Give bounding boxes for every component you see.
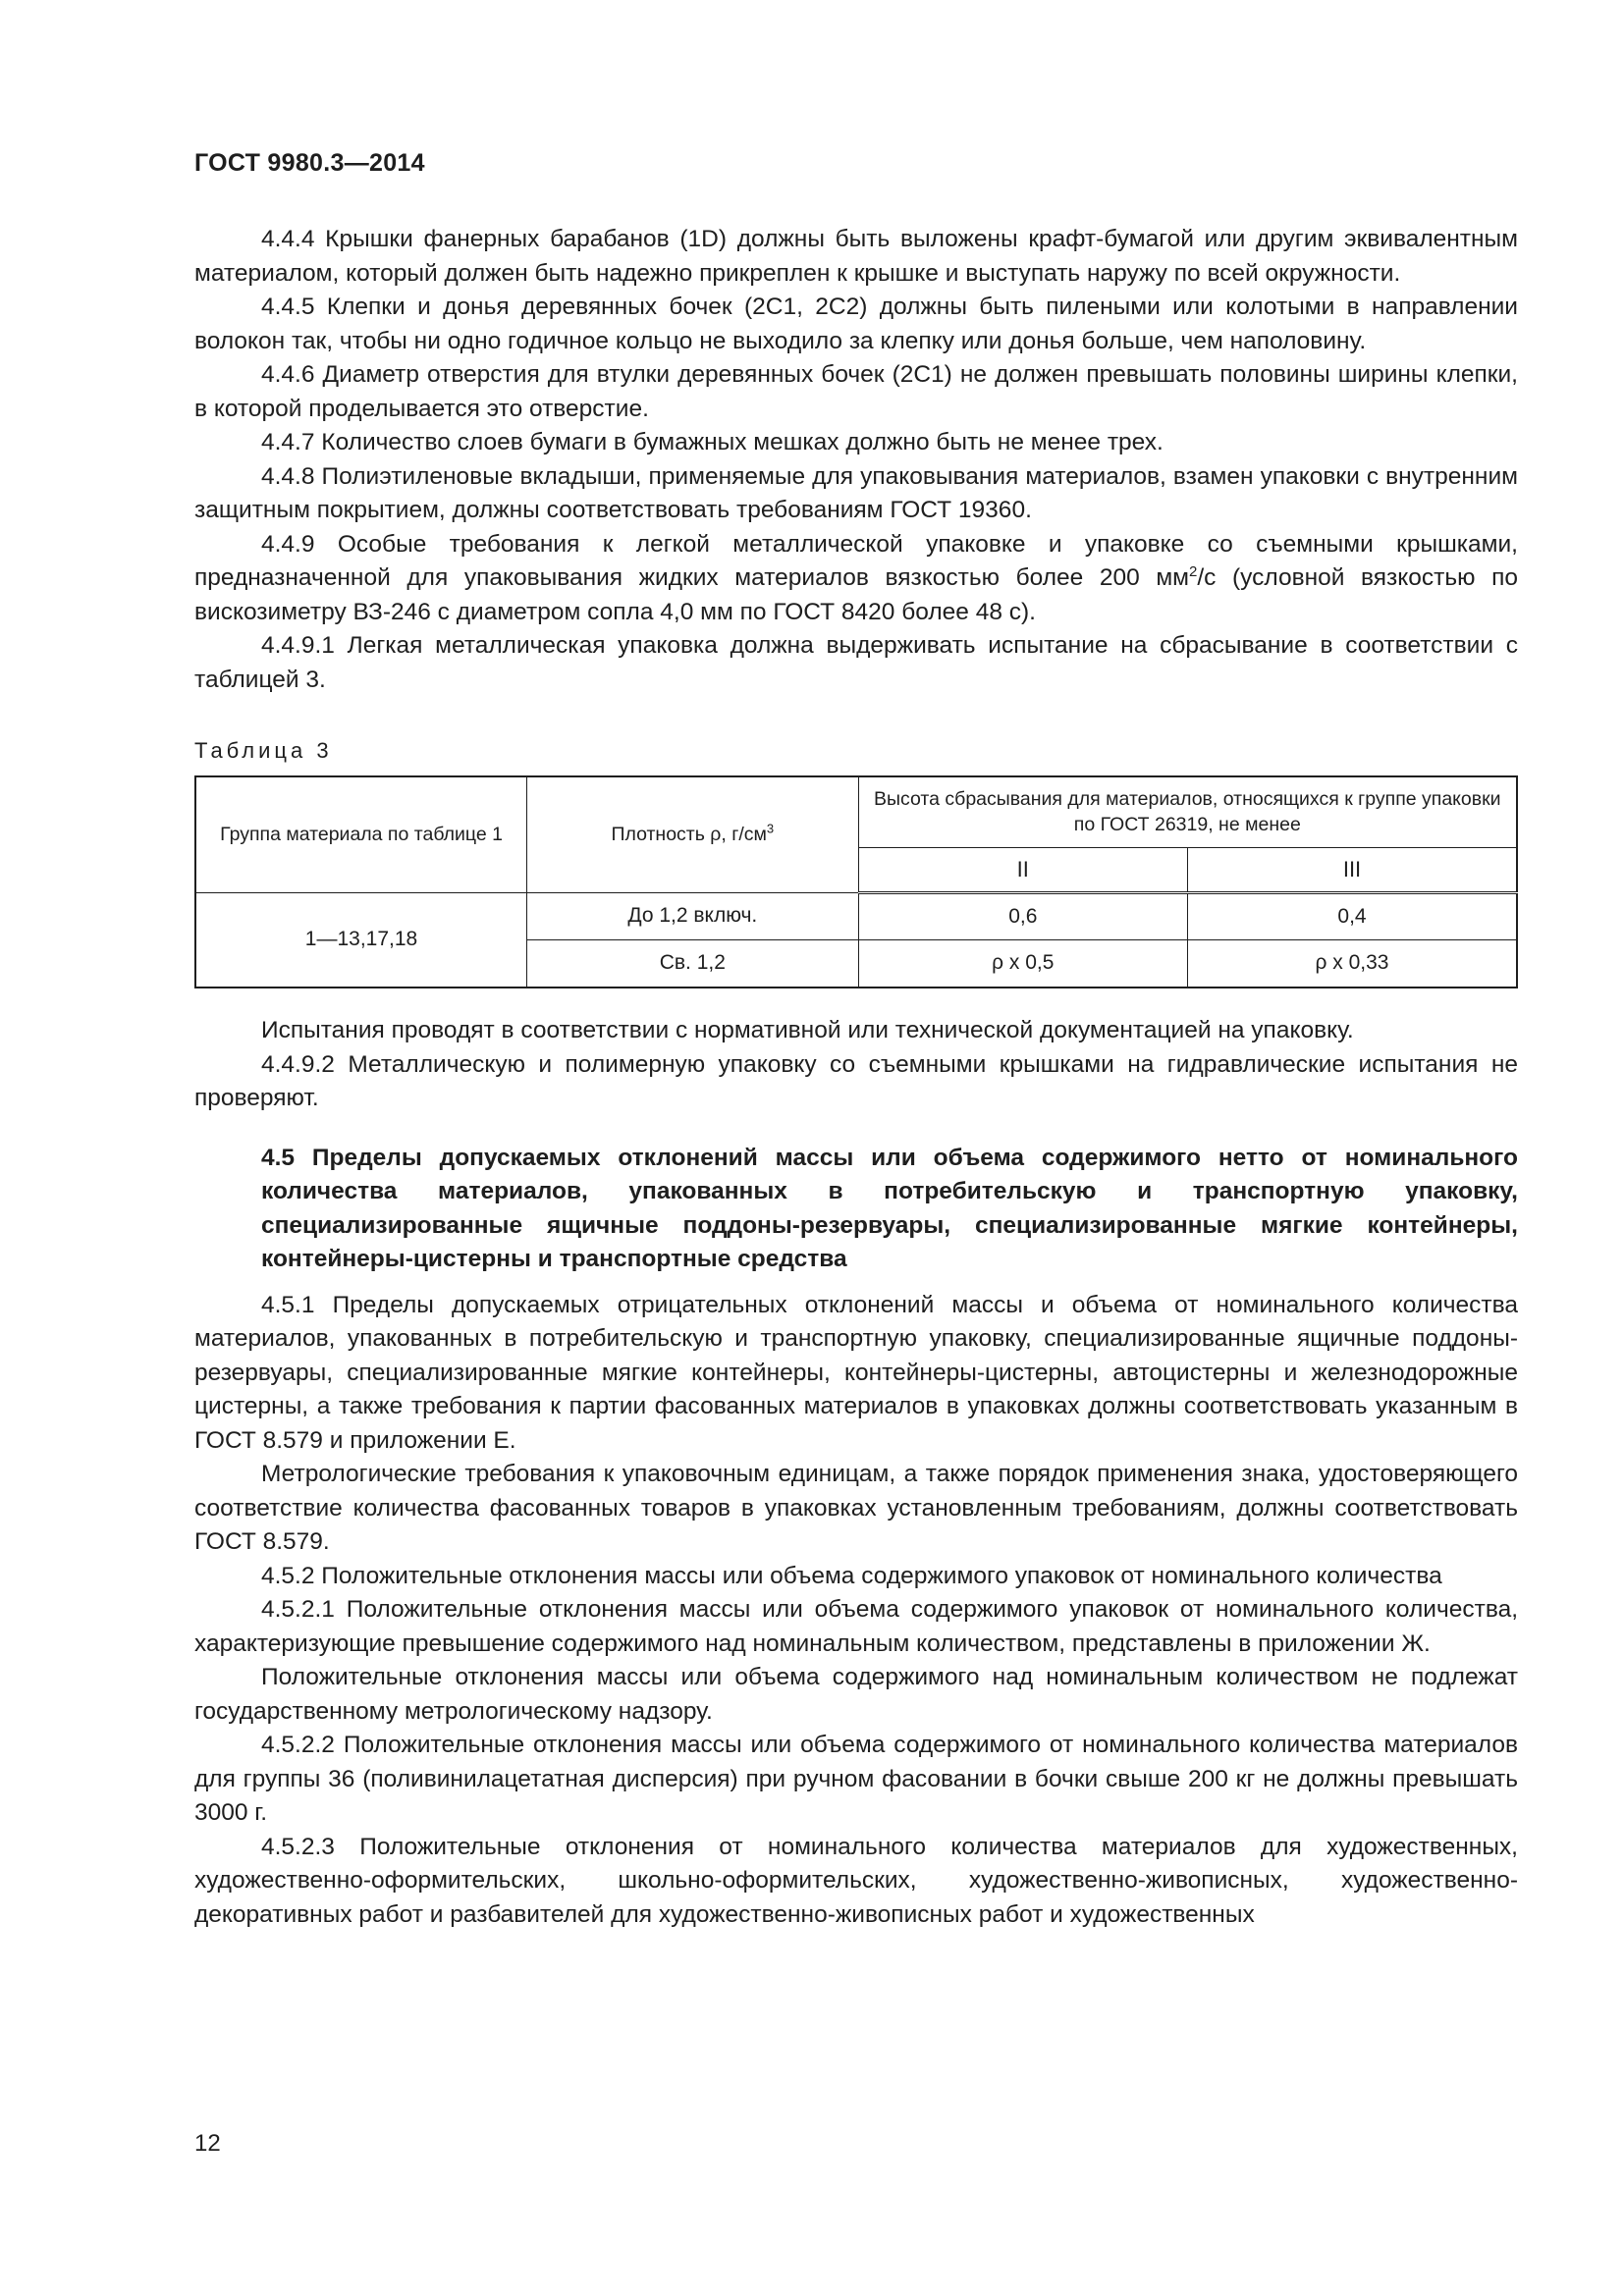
paragraph-4-4-4: 4.4.4 Крышки фанерных барабанов (1D) должны быть выложены крафт-бумагой или другим эквивалентным материалом, который должен быть надежно прикреплен к крышке и выступать наружу по всей окружности. [194,226,1518,287]
cell-height-iii: ρ x 0,33 [1188,939,1517,988]
table-row [195,892,1517,939]
cell-height-ii: 0,6 [858,892,1187,939]
paragraph-4-5-1: 4.5.1 Пределы допускаемых отрицательных отклонений массы и объема от номинального количества материалов, упакованных в потребительскую и транспортную упаковку, специализированные ящичные поддоны-резервуары, специализированные мягкие контейнеры, контейнеры-цистерны, автоцистерны и железнодорожные цистерны, а также требования к партии фасованных материалов в упаковках должны соответствовать указанным в ГОСТ 8.579 и приложении Е. [194,1291,1518,1454]
paragraph-4-4-9 [194,528,1518,630]
paragraph-4-4-6: 4.4.6 Диаметр отверстия для втулки деревянных бочек (2С1) не должен превышать половины ширины клепки, в которой проделывается это отверстие. [194,361,1518,422]
paragraph-4-4-8: 4.4.8 Полиэтиленовые вкладыши, применяемые для упаковывания материалов, взамен упаковки с внутренним защитным покрытием, должны соответствовать требованиям ГОСТ 19360. [194,462,1518,523]
cell-height-ii: ρ x 0,5 [858,939,1187,988]
paragraph-4-5-2-2: 4.5.2.2 Положительные отклонения массы или объема содержимого от номинального количества материалов для группы 36 (поливинилацетатная дисперсия) при ручном фасовании в бочки свыше 200 кг не должны превышать 3000 г. [194,1732,1518,1826]
paragraph-positive-deviations: Положительные отклонения массы или объема содержимого над номинальным количеством не подлежат государственному метрологическому надзору. [194,1664,1518,1725]
paragraph-4-5-2-1: 4.5.2.1 Положительные отклонения массы или объема содержимого упаковок от номинального количества, характеризующие превышение содержимого над номинальным количеством, представлены в приложении Ж. [194,1596,1518,1657]
header-packing-group-iii: III [1188,847,1517,892]
superscript-2: 2 [1189,562,1198,580]
paragraph-4-4-7: 4.4.7 Количество слоев бумаги в бумажных мешках должно быть не менее трех. [261,429,1164,455]
table-caption: Таблица 3 [194,738,333,763]
header-density: Плотность ρ, $г/см^3$ [527,776,859,892]
paragraph-metrology: Метрологические требования к упаковочным единицам, а также порядок применения знака, удостоверяющего соответствие количества фасованных товаров в упаковках установленным требованиям, должны соответствовать ГОСТ 8.579. [194,1461,1518,1555]
table-3 [194,775,1518,988]
header-density-sup: 3 [766,821,775,836]
paragraph-4-4-9-1: 4.4.9.1 Легкая металлическая упаковка должна выдерживать испытание на сбрасывание в соответствии с таблицей 3. [194,632,1518,693]
paragraph-4-4-9-part1: 4.4.9 Особые требования к легкой металлической упаковке и упаковке со съемными крышками, предназначенной для упаковывания жидких материалов вязкостью более 200 мм [194,530,1518,591]
paragraph-4-5-2: 4.5.2 Положительные отклонения массы или объема содержимого упаковок от номинального количества [261,1562,1442,1589]
header-packing-group-ii: II [858,847,1187,892]
section-heading-4-5: 4.5 Пределы допускаемых отклонений массы или объема содержимого нетто от номинального количества материалов, упакованных в потребительскую и транспортную упаковку, специализированные ящичные поддоны-резервуары, специализированные мягкие контейнеры, контейнеры-цистерны и транспортные средства [261,1144,1518,1272]
cell-material-group: 1—13,17,18 [195,892,527,988]
cell-density: Св. 1,2 [527,939,859,988]
paragraph-4-5-2-3: 4.5.2.3 Положительные отклонения от номинального количества материалов для художественных, художественно-оформительских, школьно-оформительских, художественно-живописных, художественно-декоративных работ и разбавителей для художественно-живописных работ и художественных [194,1833,1518,1928]
paragraph-4-4-9-part2: /с (условной вязкостью по вискозиметру ВЗ-246 с диаметром сопла 4,0 мм по ГОСТ 8420 более 48 с). [194,564,1519,625]
paragraph-tests: Испытания проводят в соответствии с нормативной или технической документацией на упаковку. [261,1017,1354,1043]
cell-height-iii: 0,4 [1188,892,1517,939]
header-drop-height: Высота сбрасывания для материалов, относящихся к группе упаковки по ГОСТ 26319, не менее [858,776,1517,847]
document-header: ГОСТ 9980.3—2014 [194,149,425,177]
header-material-group: Группа материала по таблице 1 [195,776,527,892]
after-table-block [194,1014,1518,1116]
document-page [194,137,1518,1932]
cell-density: До 1,2 включ. [527,892,859,939]
page-number: 12 [194,2130,221,2157]
paragraph-4-4-5: 4.4.5 Клепки и донья деревянных бочек (2С1, 2С2) должны быть пилеными или колотыми в направлении волокон так, чтобы ни одно годичное кольцо не выходило за клепку или донья больше, чем наполовину. [194,294,1518,354]
paragraph-4-4-9-2: 4.4.9.2 Металлическую и полимерную упаковку со съемными крышками на гидравлические испытания не проверяют. [194,1050,1518,1111]
